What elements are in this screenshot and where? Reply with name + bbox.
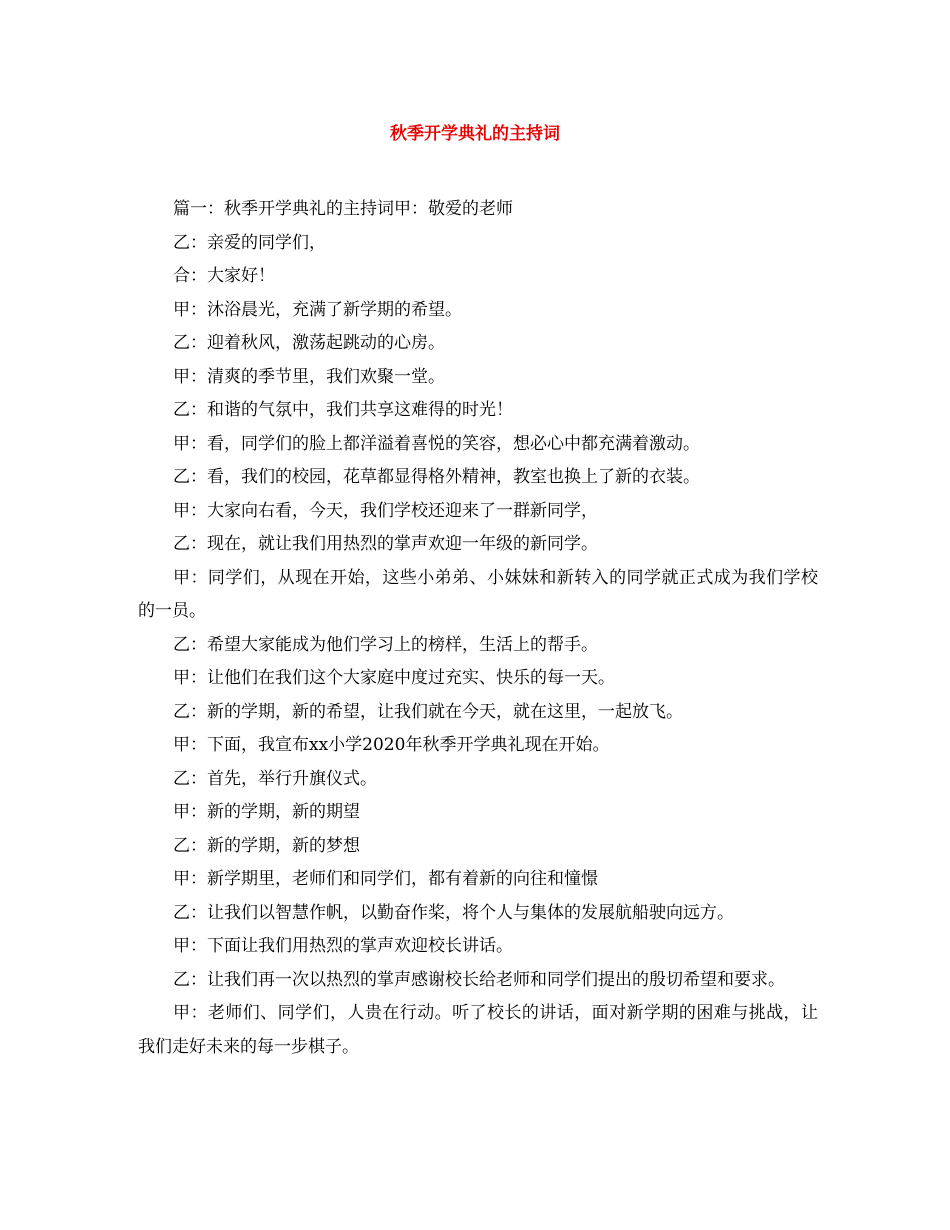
- paragraph: 甲：下面让我们用热烈的掌声欢迎校长讲话。: [173, 936, 513, 956]
- paragraph: 乙：迎着秋风，激荡起跳动的心房。: [173, 333, 445, 353]
- paragraph: 甲：大家向右看，今天，我们学校还迎来了一群新同学，: [173, 500, 598, 521]
- document-title: 秋季开学典礼的主持词: [390, 124, 560, 144]
- paragraph: 乙：现在，就让我们用热烈的掌声欢迎一年级的新同学。: [173, 534, 598, 554]
- paragraph: 合：大家好！: [173, 266, 275, 286]
- paragraph: 乙：让我们再一次以热烈的掌声感谢校长给老师和同学们提出的殷切希望和要求。: [173, 969, 785, 990]
- paragraph: 甲：清爽的季节里，我们欢聚一堂。: [173, 366, 445, 387]
- paragraph: 乙：首先，举行升旗仪式。: [173, 768, 377, 789]
- document-body: [138, 193, 818, 1064]
- paragraph: 甲：下面，我宣布xx小学2020年秋季开学典礼现在开始。: [173, 735, 610, 755]
- paragraph: 乙：希望大家能成为他们学习上的榜样，生活上的帮手。: [173, 634, 598, 655]
- paragraph: 甲：沐浴晨光，充满了新学期的希望。: [173, 299, 462, 320]
- paragraph: 篇一：秋季开学典礼的主持词甲：敬爱的老师: [173, 199, 513, 219]
- paragraph: 甲：新的学期，新的期望: [173, 802, 360, 822]
- paragraph: 甲：让他们在我们这个大家庭中度过充实、快乐的每一天。: [173, 668, 615, 688]
- paragraph: 甲：同学们，从现在开始，这些小弟弟、小妹妹和新转入的同学就正式成为我们学校的一员。: [138, 567, 818, 621]
- paragraph: 乙：新的学期，新的梦想: [173, 835, 360, 856]
- paragraph: 乙：看，我们的校园，花草都显得格外精神，教室也换上了新的衣装。: [173, 467, 700, 487]
- paragraph: 乙：新的学期，新的希望，让我们就在今天，就在这里，一起放飞。: [173, 701, 683, 722]
- paragraph: 甲：看，同学们的脸上都洋溢着喜悦的笑容，想必心中都充满着激动。: [173, 433, 700, 454]
- paragraph: 甲：新学期里，老师们和同学们，都有着新的向往和憧憬: [173, 869, 598, 889]
- paragraph: 乙：和谐的气氛中，我们共享这难得的时光！: [173, 400, 513, 420]
- paragraph: 甲：老师们、同学们，人贵在行动。听了校长的讲话，面对新学期的困难与挑战，让我们走好未来的每一步棋子。: [138, 1003, 818, 1057]
- paragraph: 乙：让我们以智慧作帆，以勤奋作桨，将个人与集体的发展航船驶向远方。: [173, 902, 734, 923]
- paragraph: 乙：亲爱的同学们，: [173, 232, 326, 253]
